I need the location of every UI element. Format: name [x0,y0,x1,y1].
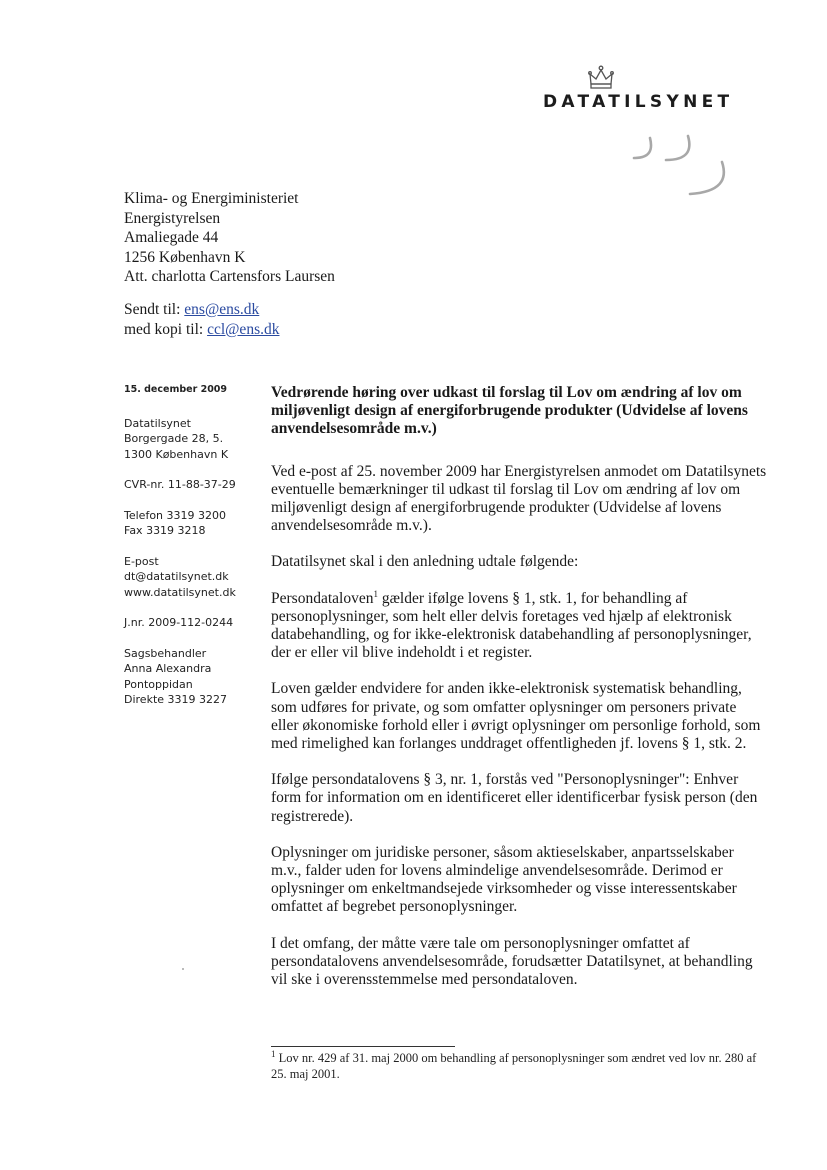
case-officer-surname: Pontoppidan [124,677,193,691]
phone-block [124,508,264,539]
website-text: www.datatilsynet.dk [124,585,236,599]
recipient-line: Klima- og Energiministeriet [124,190,299,207]
body-paragraph [271,590,767,663]
sender-city: 1300 København K [124,447,229,461]
footnote-text: Lov nr. 429 af 31. maj 2000 om behandling af personoplysninger som ændret ved lov nr. 280 af 25. maj 2001. [271,1051,757,1081]
case-officer-block [124,646,264,708]
footnote [271,1050,761,1082]
cc-email-link[interactable]: ccl@ens.dk [207,320,280,338]
sent-to-email-link[interactable]: ens@ens.dk [184,301,260,318]
sidebar-info [124,382,264,723]
body-paragraph: Ifølge persondatalovens § 3, nr. 1, forstås ved "Personoplysninger": Enhver form for information om en identificeret eller identificerbar fysisk person (den registrerede). [271,771,758,825]
recipient-line: Att. charlotta Cartensfors Laursen [124,268,335,285]
jnr-text: J.nr. 2009-112-0244 [124,616,234,629]
case-officer-phone: Direkte 3319 3227 [124,693,228,706]
email-text: dt@datatilsynet.dk [124,570,229,583]
cvr-text: CVR-nr. 11-88-37-29 [124,478,236,491]
recipient-line: Amaliegade 44 [124,229,219,246]
cvr-number [124,477,264,493]
sent-to-block [124,300,279,339]
paragraph-text: Persondataloven [271,589,374,607]
subject-heading: Vedrørende høring over udkast til forslag til Lov om ændring af lov om miljøvenligt design af energiforbrugende produkter (Udvidelse af lovens anvendelsesområde m.v.) [271,384,748,438]
case-officer-label: Sagsbehandler [124,646,207,660]
crown-logo-icon [586,64,616,92]
scan-speck [182,968,184,970]
sender-address [124,416,264,463]
email-label: E-post [124,554,159,568]
case-officer-name: Anna Alexandra [124,662,212,675]
letter-date: 15. december 2009 [124,384,228,395]
footnote-divider [271,1046,455,1047]
handwritten-mark-icon [620,130,735,208]
contact-block [124,554,264,601]
sender-street: Borgergade 28, 5. [124,432,224,445]
body-paragraph: Loven gælder endvidere for anden ikke-elektronisk systematisk behandling, som udføres for private, og som omfatter oplysninger om personers private eller økonomiske forhold eller i øvrigt oplysninger om personlige forhold, som med rimelighed kan forlanges unddraget offentligheden jf. lovens § 1, stk. 2. [271,680,761,753]
recipient-line: Energistyrelsen [124,209,221,227]
fax-text: Fax 3319 3218 [124,524,206,537]
body-paragraph: Ved e-post af 25. november 2009 har Energistyrelsen anmodet om Datatilsynets eventuelle bemærkninger til udkast til forslag til Lov om ændring af lov om miljøvenligt design af energiforbrugende produkter (Udvidelse af lovens anvendelsesområde m.v.). [271,462,767,535]
body-paragraph: Datatilsynet skal i den anledning udtale følgende: [271,553,579,571]
brand-wordmark: DATATILSYNET [543,92,734,112]
recipient-line: 1256 København K [124,248,246,266]
paragraph-text: gælder ifølge lovens § 1, stk. 1, for behandling af personoplysninger, som helt eller delvis foretages ved hjælp af elektronisk databehandling, og for ikke-elektronisk databehandling af personoplysninger, der er eller vil blive indeholdt i et register. [271,589,752,662]
footnote-marker: 1 [271,1048,276,1059]
letter-body [271,384,767,1007]
body-paragraph: I det omfang, der måtte være tale om personoplysninger omfattet af persondatalovens anvendelsesområde, forudsætter Datatilsynet, at behandling vil ske i overensstemmelse med persondataloven. [271,934,753,989]
recipient-address [124,189,335,287]
footnote-ref: 1 [373,588,378,599]
sender-name: Datatilsynet [124,416,191,430]
phone-text: Telefon 3319 3200 [124,508,226,522]
journal-number [124,615,264,631]
cc-label: med kopi til: [124,320,208,338]
body-paragraph: Oplysninger om juridiske personer, såsom aktieselskaber, anpartsselskaber m.v., falder uden for lovens almindelige anvendelsesområde. Derimod er oplysninger om enkeltmandsejede virksomheder og visse interessentskaber omfattet af begrebet personoplysninger. [271,843,737,916]
sent-to-label: Sendt til: [124,301,185,318]
